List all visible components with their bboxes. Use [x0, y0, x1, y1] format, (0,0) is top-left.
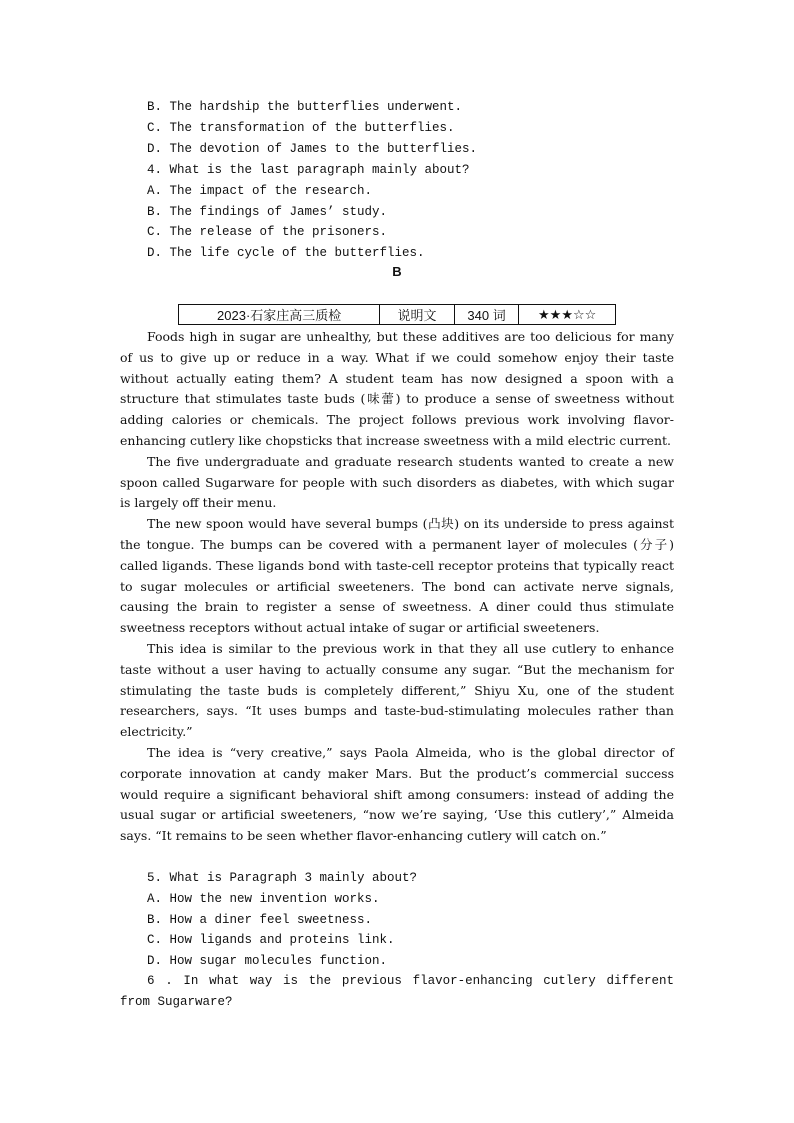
- q5-option-d: D. How sugar molecules function.: [147, 954, 388, 968]
- q4-option-b: B. The findings of James’ study.: [147, 205, 388, 219]
- passage-paragraph-2: The five undergraduate and graduate research students wanted to create a new spoon called Sugarware for people with such disorders as diabetes, with which sugar is largely off their menu.: [120, 453, 674, 511]
- q6-stem: 6 . In what way is the previous flavor-enhancing cutlery different from Sugarware?: [120, 974, 674, 1009]
- section-label: B: [392, 264, 402, 279]
- q5-option-b: B. How a diner feel sweetness.: [147, 913, 373, 927]
- q4-stem: 4. What is the last paragraph mainly about?: [147, 163, 470, 177]
- passage-paragraph-1: Foods high in sugar are unhealthy, but these additives are too delicious for many of us to give up or reduce in a way. What if we could somehow enjoy their taste without actually eating them? A student team has now designed a spoon with a structure that stimulates taste buds (味蕾) to produce a sense of sweetness without adding calories or chemicals. The project follows previous work involving flavor-enhancing cutlery like chopsticks that increase sweetness with a mild electric current.: [120, 329, 674, 448]
- q5-option-a: A. How the new invention works.: [147, 892, 380, 906]
- q4-option-c: C. The release of the prisoners.: [147, 225, 388, 239]
- reading-passage: [120, 327, 674, 847]
- info-word-count: 340 词: [454, 305, 519, 325]
- q4-option-d: D. The life cycle of the butterflies.: [147, 246, 425, 260]
- q5-stem: 5. What is Paragraph 3 mainly about?: [147, 871, 418, 885]
- passage-paragraph-4: This idea is similar to the previous work in that they all use cutlery to enhance taste without a user having to actually consume any sugar. “But the mechanism for stimulating the taste buds is completely different,” Shiyu Xu, one of the student researchers, says. “It uses bumps and taste-bud-stimulating molecules rather than electricity.”: [120, 640, 674, 740]
- info-genre: 说明文: [380, 305, 454, 325]
- info-source: 2023·石家庄高三质检: [179, 305, 380, 325]
- passage-paragraph-5: The idea is “very creative,” says Paola Almeida, who is the global director of corporate innovation at candy maker Mars. But the product’s commercial success would require a significant behavioral shift among consumers: instead of adding the usual sugar or artificial sweeteners, “now we’re saying, ‘Use this cutlery’,” Almeida says. “It remains to be seen whether flavor-enhancing cutlery will catch on.”: [120, 744, 674, 844]
- q3-option-b: B. The hardship the butterflies underwent.: [147, 100, 463, 114]
- passage-info-table: [178, 304, 616, 325]
- q3-option-d: D. The devotion of James to the butterflies.: [147, 142, 478, 156]
- q5-option-c: C. How ligands and proteins link.: [147, 933, 395, 947]
- passage-paragraph-3: The new spoon would have several bumps (凸块) on its underside to press against the tongue. The bumps can be covered with a permanent layer of molecules (分子) called ligands. These ligands bond with taste-cell receptor proteins that typically react to sugar molecules or artificial sweeteners. The bond can activate nerve signals, causing the brain to register a sense of sweetness. A diner could thus stimulate sweetness receptors without actual intake of sugar or artificial sweeteners.: [120, 516, 674, 636]
- info-difficulty-stars: ★★★☆☆: [519, 305, 616, 325]
- q4-option-a: A. The impact of the research.: [147, 184, 373, 198]
- q3-option-c: C. The transformation of the butterflies.: [147, 121, 455, 135]
